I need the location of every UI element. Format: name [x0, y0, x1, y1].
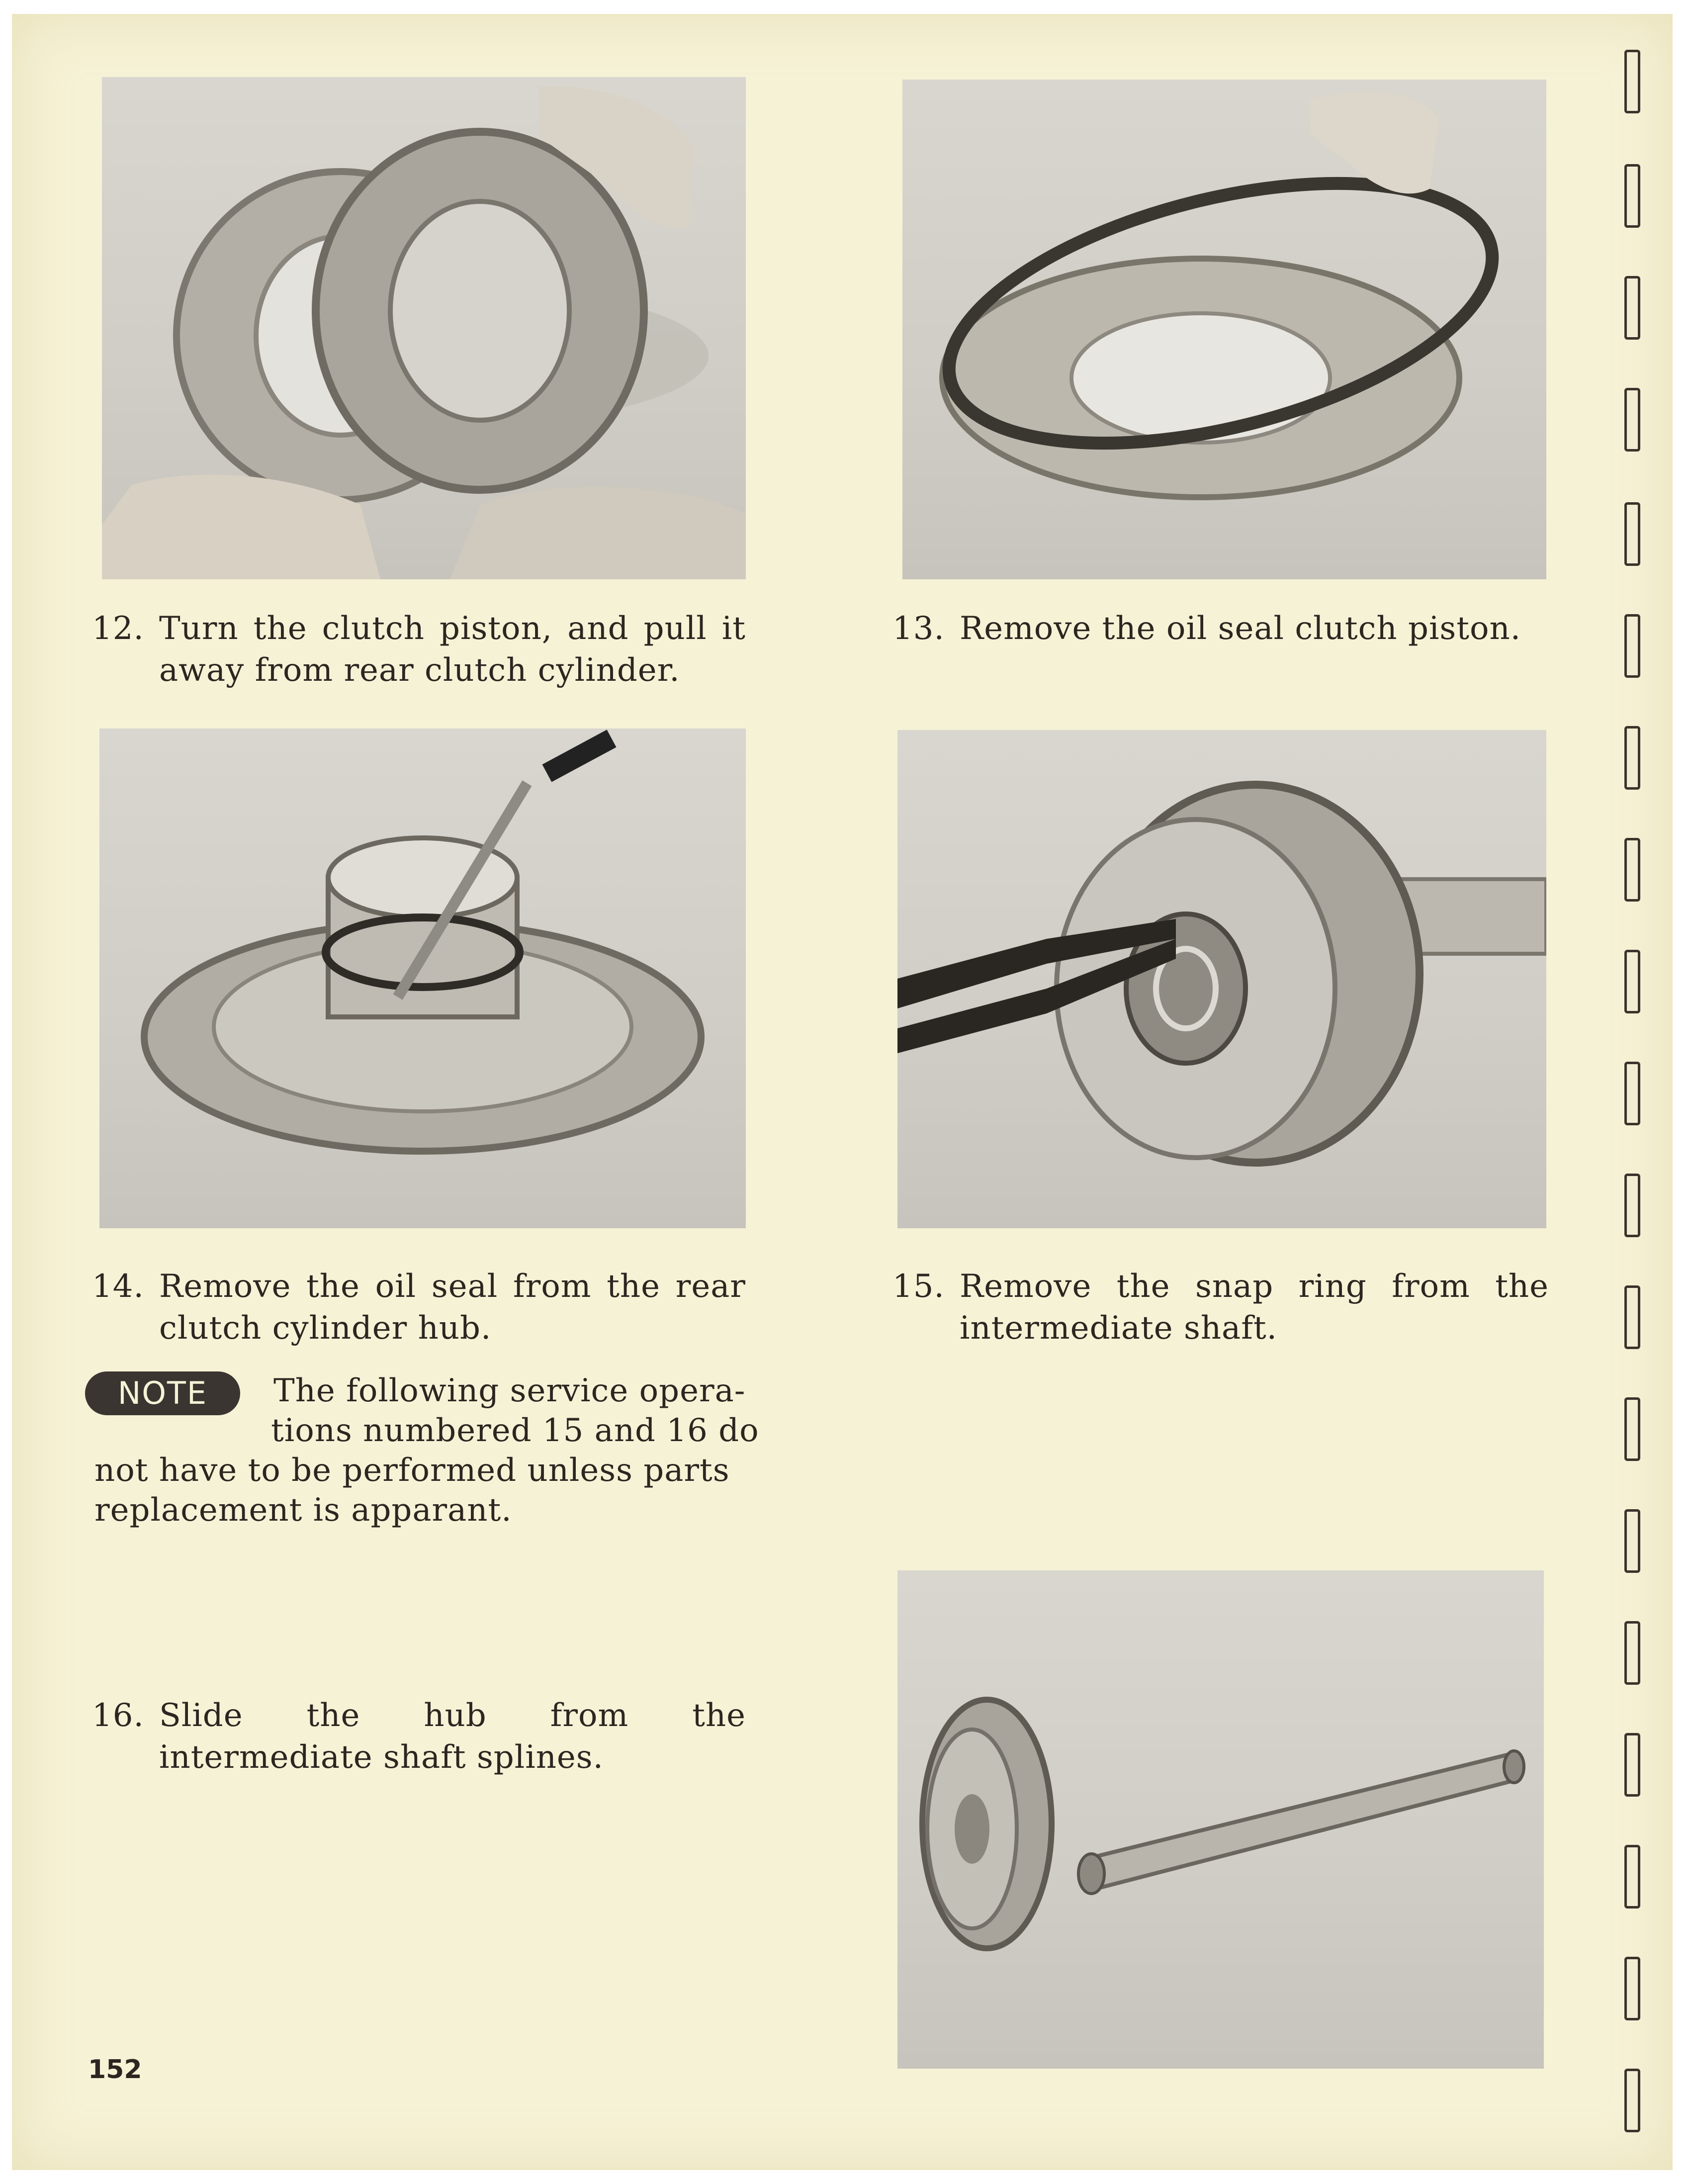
note-text-line-4: replacement is apparant.: [94, 1492, 512, 1529]
binder-slot: [1624, 838, 1640, 902]
caption-step-12: [92, 608, 746, 692]
binder-slot: [1624, 1733, 1640, 1797]
step-text: Turn the clutch piston, and pull it away from rear clutch cylinder.: [159, 610, 746, 689]
caption-step-15: [892, 1266, 1549, 1350]
binder-slot: [1624, 50, 1640, 113]
caption-step-16: [92, 1695, 746, 1779]
binder-slot: [1624, 164, 1640, 228]
binder-slot: [1624, 1509, 1640, 1573]
note-badge: NOTE: [85, 1371, 240, 1415]
photo-step-16: [897, 1570, 1544, 2069]
caption-step-14: [92, 1266, 746, 1350]
binder-slot: [1624, 388, 1640, 452]
binder-slot: [1624, 1957, 1640, 2020]
photo-step-14: [99, 728, 746, 1228]
binder-slot: [1624, 1062, 1640, 1125]
binder-slot: [1624, 1397, 1640, 1461]
photo-step-15: [897, 730, 1546, 1228]
step-number: 13.: [892, 610, 945, 647]
binder-slot: [1624, 950, 1640, 1013]
binder-slot: [1624, 276, 1640, 340]
step-number: 15.: [892, 1268, 945, 1305]
photo-step-13: [902, 80, 1546, 579]
step-text: Remove the oil seal clutch piston.: [960, 610, 1521, 647]
step-text: Slide the hub from the intermediate shaft splines.: [159, 1697, 746, 1776]
binder-slot: [1624, 614, 1640, 678]
photo-step-12: [102, 77, 746, 579]
caption-step-13: [892, 608, 1549, 652]
note-text-line-1: The following service opera-: [273, 1372, 746, 1409]
page-number: 152: [88, 2055, 142, 2085]
binder-slot: [1624, 1845, 1640, 1909]
binder-slot: [1624, 502, 1640, 566]
step-number: 12.: [92, 610, 144, 647]
step-text: Remove the oil seal from the rear clutch cylinder hub.: [159, 1268, 746, 1347]
binder-slot: [1624, 1285, 1640, 1349]
binder-slot: [1624, 2069, 1640, 2132]
note-text-line-3: not have to be performed unless parts: [94, 1452, 730, 1489]
binder-slot: [1624, 726, 1640, 790]
note-text-line-2: tions numbered 15 and 16 do: [271, 1412, 759, 1449]
step-text: Remove the snap ring from the intermediate shaft.: [960, 1268, 1549, 1347]
step-number: 16.: [92, 1697, 144, 1734]
binder-slot: [1624, 1174, 1640, 1237]
binder-slot: [1624, 1621, 1640, 1685]
step-number: 14.: [92, 1268, 144, 1305]
